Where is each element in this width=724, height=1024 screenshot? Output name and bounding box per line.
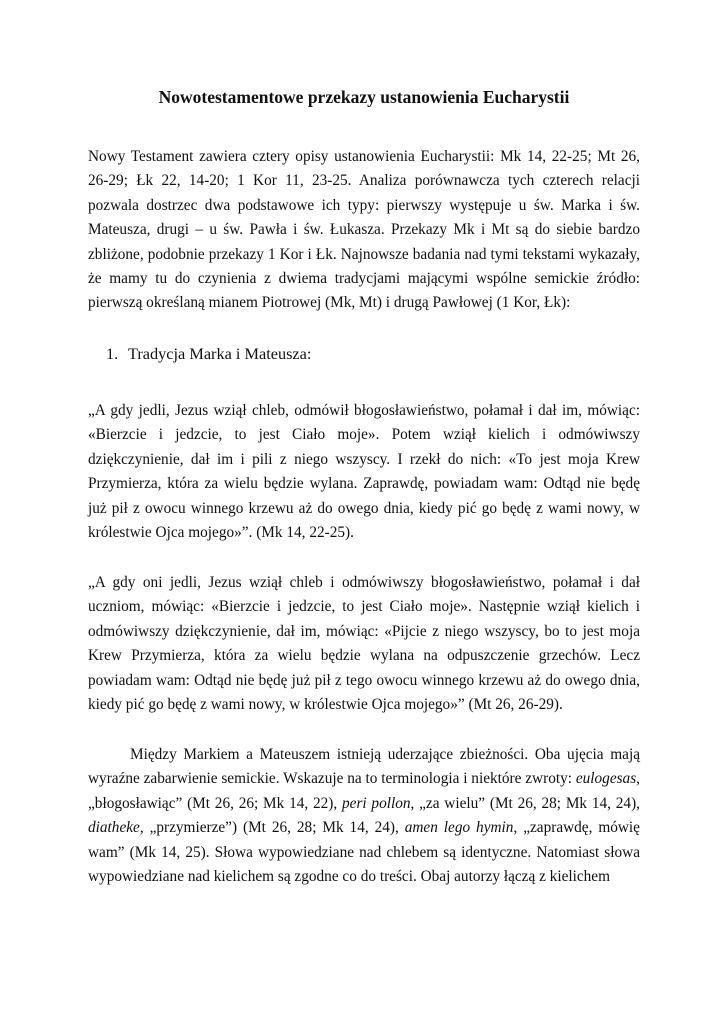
section-title: Tradycja Marka i Mateusza: [128, 344, 312, 363]
greek-term: eulogesas [575, 770, 637, 788]
section-number: 1. [106, 344, 119, 363]
greek-term: diatheke [88, 819, 140, 837]
greek-term: amen lego hymin [404, 819, 514, 837]
document-title: Nowotestamentowe przekazy ustanowienia Eucharystii [158, 87, 570, 107]
analysis-paragraph [88, 743, 640, 889]
quote-matthew-paragraph: „A gdy oni jedli, Jezus wziął chleb i odmówiwszy błogosławieństwo, połamał i dał uczniom, mówiąc: «Bierzcie i jedzcie, to jest Ciało moje». Następnie wziął kielich i odmówiwszy dziękczynienie, dał im, mówiąc: «Pijcie z niego wszyscy, bo to jest moja Krew Przymierza, która za wielu będzie wylana na odpuszczenie grzechów. Lecz powiadam wam: Odtąd nie będę już pił z tego owocu winnego krzewu aż do owego dnia, kiedy pić go będę z wami nowy, w królestwie Ojca mojego»” (Mt 26, 26-29). [88, 574, 640, 714]
intro-paragraph: Nowy Testament zawiera cztery opisy ustanowienia Eucharystii: Mk 14, 22-25; Mt 26, 26-29; Łk 22, 14-20; 1 Kor 11, 23-25. Analiza porównawcza tych czterech relacji pozwala dostrzec dwa podstawowe ich typy: pierwszy występuje u św. Marka i św. Mateusza, drugi – u św. Pawła i św. Łukasza. Przekazy Mk i Mt są do siebie bardzo zbliżone, podobnie przekazy 1 Kor i Łk. Najnowsze badania nad tymi tekstami wykazały, że mamy tu do czynienia z dwiema tradycjami mającymi wspólne semickie źródło: pierwszą określaną mianem Piotrowej (Mk, Mt) i drugą Pawłowej (1 Kor, Łk): [88, 148, 640, 312]
analysis-text: , „błogosławiąc” (Mt 26, 26; Mk 14, 22), [88, 770, 640, 812]
analysis-text: , „przymierze”) (Mt 26, 28; Mk 14, 24), [139, 819, 405, 837]
section-heading [106, 343, 311, 365]
analysis-text: Między Markiem a Mateuszem istnieją uderzające zbieżności. Oba ujęcia mają wyraźne zabarwienie semickie. Wskazuje na to terminologia i niektóre zwroty: [88, 746, 640, 788]
quote-mark-paragraph: „A gdy jedli, Jezus wziął chleb, odmówił błogosławieństwo, połamał i dał im, mówiąc: «Bierzcie i jedzcie, to jest Ciało moje». Potem wziął kielich i odmówiwszy dziękczynienie, dał im i pili z niego wszyscy. I rzekł do nich: «To jest moja Krew Przymierza, która za wielu będzie wylana. Zaprawdę, powiadam wam: Odtąd nie będę już pił z owocu winnego krzewu aż do owego dnia, kiedy pić go będę z wami nowy, w królestwie Ojca mojego»”. (Mk 14, 22-25). [88, 402, 640, 542]
analysis-text: , „za wielu” (Mt 26, 28; Mk 14, 24), [410, 794, 640, 812]
analysis-text: , „zaprawdę, mówię wam” (Mk 14, 25). Słowa wypowiedziane nad chlebem są identyczne. Natomiast słowa wypowiedziane nad kielichem są zgodne co do treści. Obaj autorzy łączą z kielichem [88, 819, 640, 886]
greek-term: peri pollon [342, 794, 411, 812]
